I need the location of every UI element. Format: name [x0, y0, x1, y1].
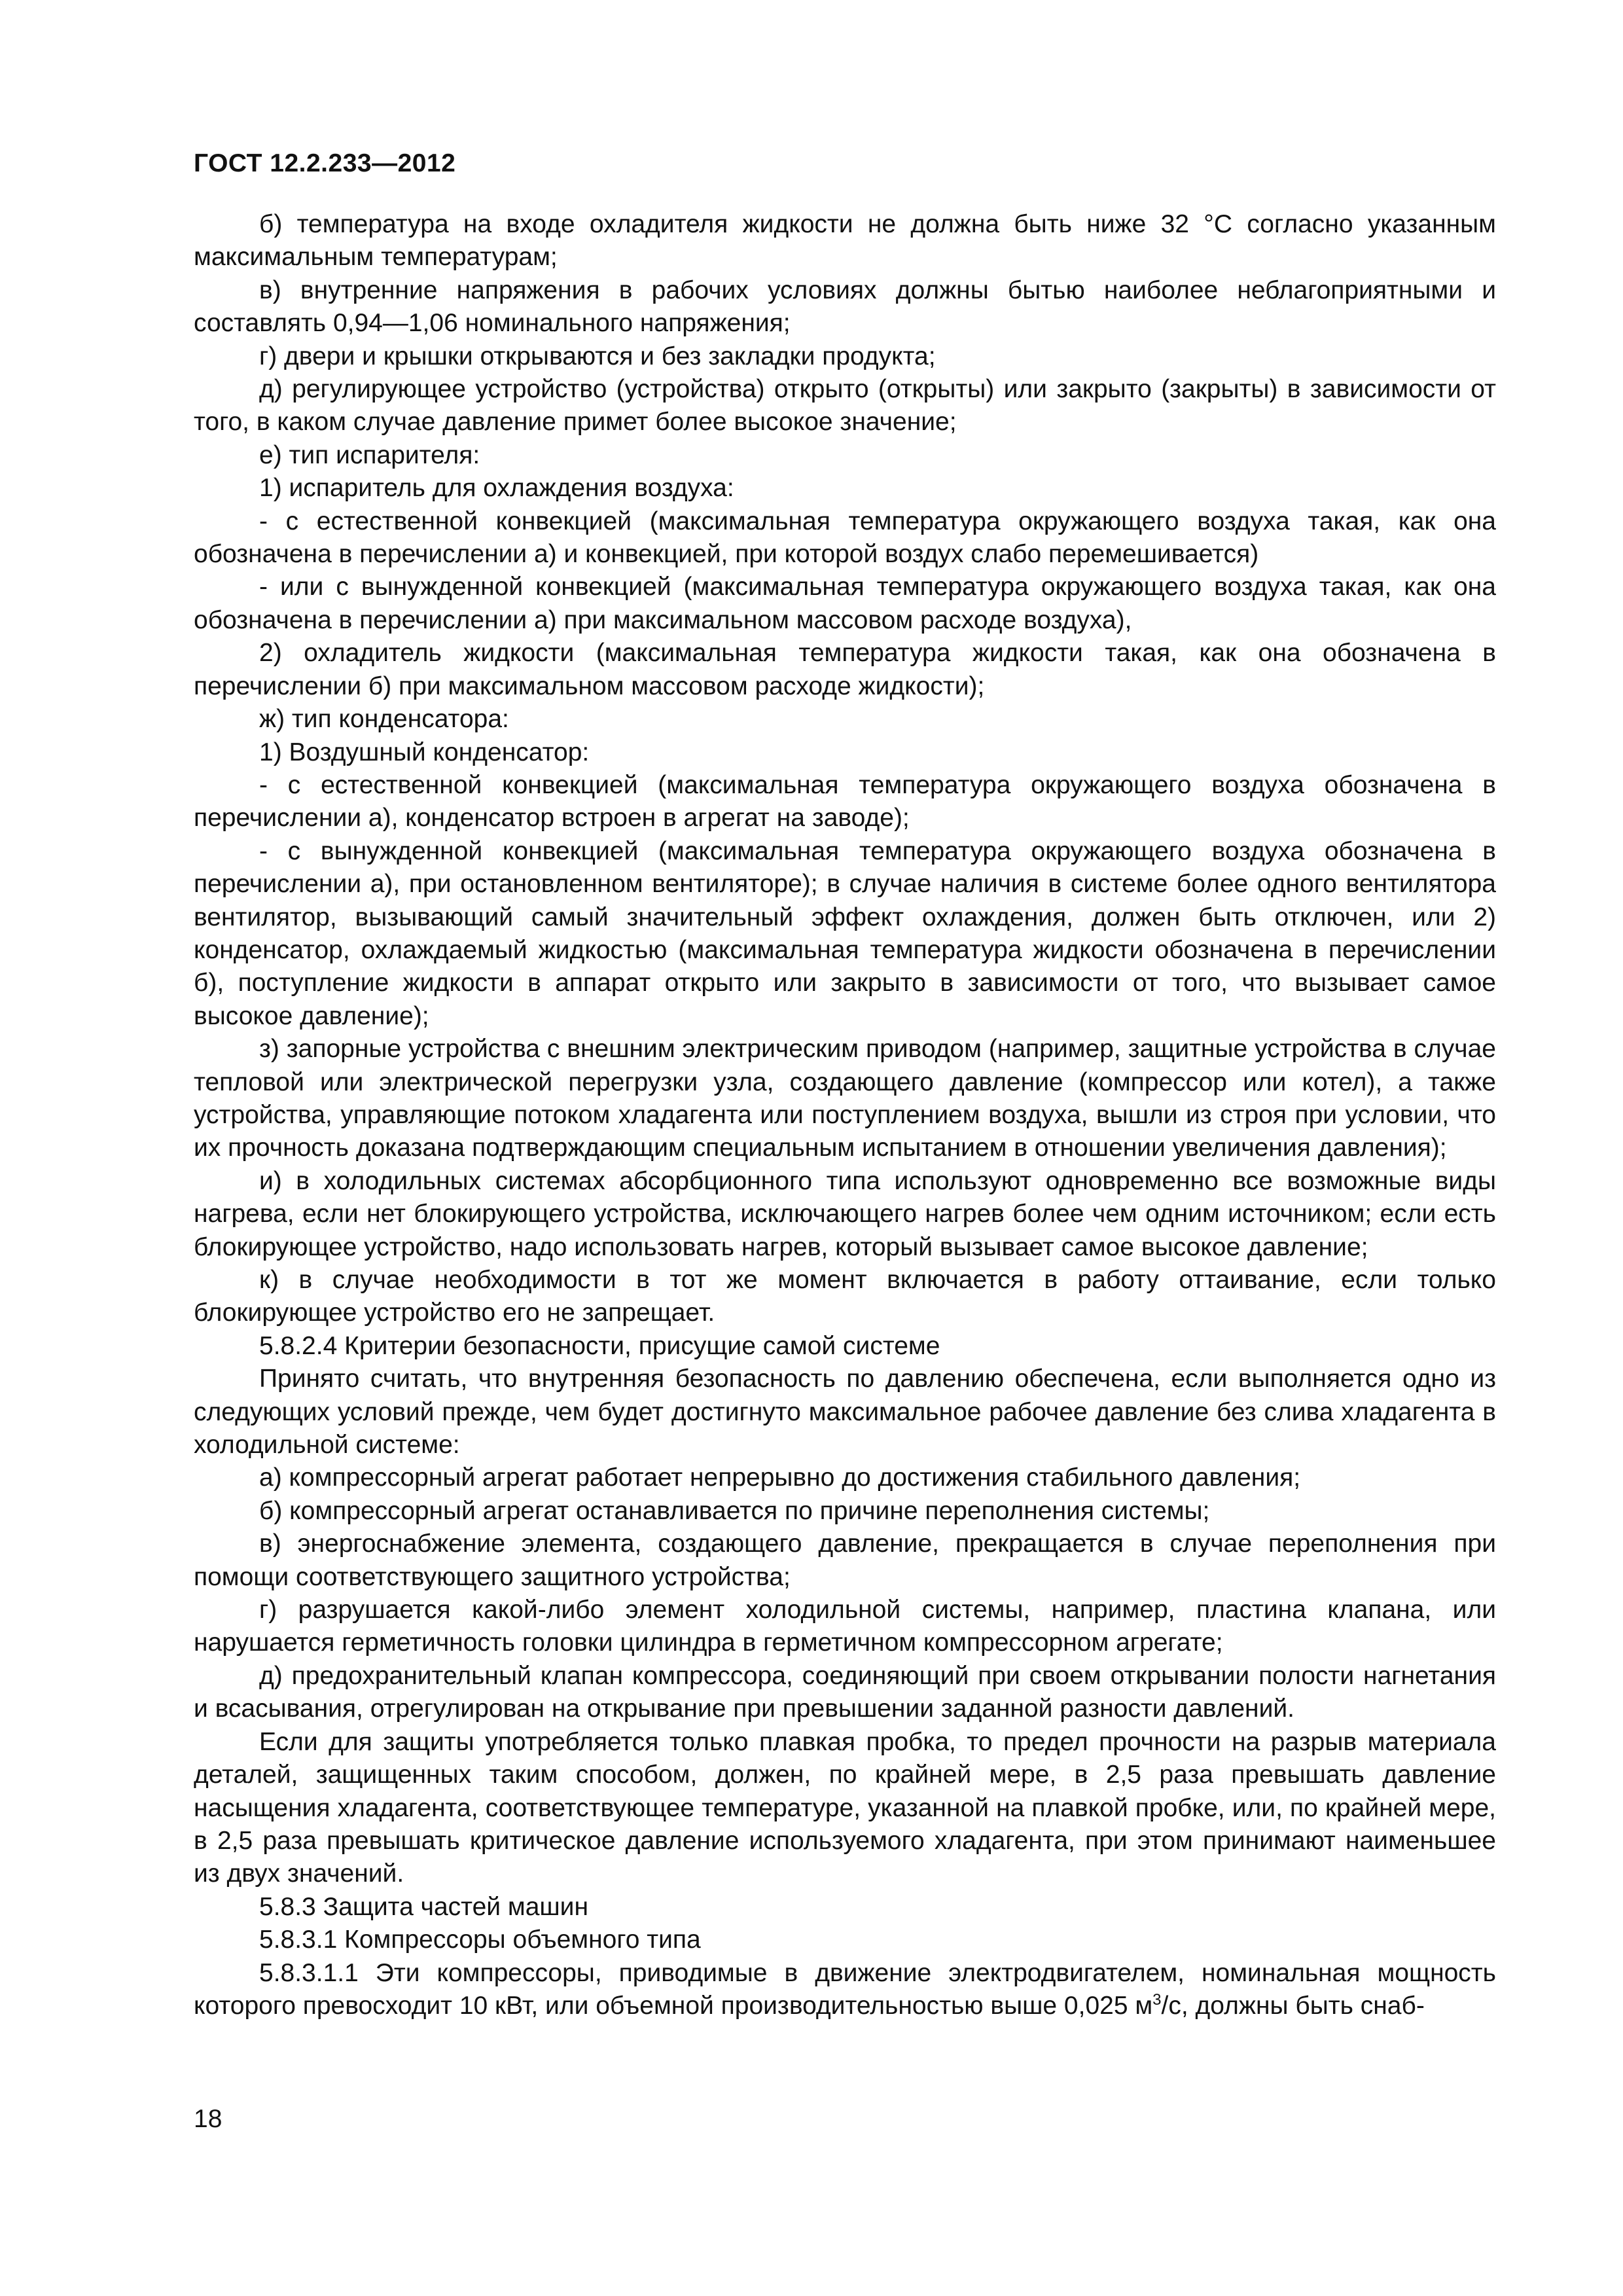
paragraph: б) компрессорный агрегат останавливается по причине переполнения системы;	[259, 1496, 1210, 1525]
section-heading: 5.8.3.1 Компрессоры объемного типа	[259, 1926, 701, 1954]
paragraph: ж) тип конденсатора:	[259, 705, 509, 734]
paragraph: к) в случае необходимости в тот же момент включается в работу оттаивание, если только блокирующее устройство его не запрещает.	[194, 1266, 1496, 1327]
superscript: 3	[1152, 1990, 1162, 2009]
paragraph-with-superscript	[194, 1957, 1496, 2023]
paragraph: - или с вынужденной конвекцией (максимальная температура окружающего воздуха такая, как она обозначена в перечислении а) при максимальном массовом расходе воздуха),	[194, 573, 1496, 634]
paragraph-text: 5.8.3.1.1 Эти компрессоры, приводимые в движение электродвигателем, номинальная мощность которого превосходит 10 кВт, или объемной производительностью выше 0,025 м	[194, 1958, 1496, 2020]
paragraph: г) разрушается какой-либо элемент холодильной системы, например, пластина клапана, или нарушается герметичность головки цилиндра в герметичном компрессорном агрегате;	[194, 1596, 1496, 1657]
paragraph: з) запорные устройства с внешним электрическим приводом (например, защитные устройства в случае тепловой или электрической перегрузки узла, создающего давление (компрессор или котел), а также устройства, управляющие потоком хладагента или поступлением воздуха, вышли из строя при условии, что их прочность доказана подтверждающим специальным испытанием в отношении увеличения давления);	[194, 1035, 1496, 1162]
paragraph: д) предохранительный клапан компрессора, соединяющий при своем открывании полости нагнетания и всасывания, отрегулирован на открывание при превышении заданной разности давлений.	[194, 1661, 1496, 1723]
paragraph: в) энергоснабжение элемента, создающего давление, прекращается в случае переполнения при помощи соответствующего защитного устройства;	[194, 1530, 1496, 1591]
document-body	[194, 208, 1496, 2022]
paragraph: е) тип испарителя:	[259, 440, 480, 469]
section-heading: 5.8.2.4 Критерии безопасности, присущие самой системе	[259, 1331, 940, 1360]
paragraph-text: /с, должны быть снаб-	[1161, 1991, 1425, 2020]
paragraph: б) температура на входе охладителя жидкости не должна быть ниже 32 °С согласно указанным максимальным температурам;	[194, 210, 1496, 272]
paragraph: 1) испаритель для охлаждения воздуха:	[259, 474, 734, 503]
section-heading: 5.8.3 Защита частей машин	[259, 1892, 589, 1921]
document-header: ГОСТ 12.2.233—2012	[194, 149, 456, 177]
paragraph: д) регулирующее устройство (устройства) открыто (открыты) или закрыто (закрыты) в зависимости от того, в каком случае давление примет более высокое значение;	[194, 375, 1496, 437]
paragraph: а) компрессорный агрегат работает непрерывно до достижения стабильного давления;	[259, 1463, 1301, 1492]
paragraph: и) в холодильных системах абсорбционного типа используют одновременно все возможные виды нагрева, если нет блокирующего устройства, исключающего нагрев более чем одним источником; если есть блокирующее устройство, надо использовать нагрев, который вызывает самое высокое давление;	[194, 1166, 1496, 1261]
paragraph: 1) Воздушный конденсатор:	[259, 738, 590, 766]
paragraph: Принято считать, что внутренняя безопасность по давлению обеспечена, если выполняется одно из следующих условий прежде, чем будет достигнуто максимальное рабочее давление без слива хладагента в холодильной системе:	[194, 1365, 1496, 1460]
paragraph: - с естественной конвекцией (максимальная температура окружающего воздуха обозначена в перечислении а), конденсатор встроен в агрегат на заводе);	[194, 770, 1496, 833]
paragraph: Если для защиты употребляется только плавкая пробка, то предел прочности на разрыв материала деталей, защищенных таким способом, должен, по крайней мере, в 2,5 раза превышать давление насыщения хладагента, соответствующее температуре, указанной на плавкой пробке, или, по крайней мере, в 2,5 раза превышать критическое давление используемого хладагента, при этом принимают наименьшее из двух значений.	[194, 1727, 1496, 1888]
paragraph: г) двери и крышки открываются и без закладки продукта;	[259, 342, 936, 370]
paragraph: - с естественной конвекцией (максимальная температура окружающего воздуха такая, как она обозначена в перечислении а) и конвекцией, при которой воздух слабо перемешивается)	[194, 507, 1496, 569]
paragraph: 2) охладитель жидкости (максимальная температура жидкости такая, как она обозначена в перечислении б) при максимальном массовом расходе жидкости);	[194, 639, 1496, 700]
paragraph: в) внутренние напряжения в рабочих условиях должны бытью наиболее неблагоприятными и составлять 0,94—1,06 номинального напряжения;	[194, 276, 1496, 338]
paragraph: - с вынужденной конвекцией (максимальная температура окружающего воздуха обозначена в перечислении а), при остановленном вентиляторе); в случае наличия в системе более одного вентилятора вентилятор, вызывающий самый значительный эффект охлаждения, должен быть отключен, или 2) конденсатор, охлаждаемый жидкостью (максимальная температура жидкости обозначена в перечислении б), поступление жидкости в аппарат открыто или закрыто в зависимости от того, что вызывает самое высокое давление);	[194, 836, 1496, 1030]
page-number: 18	[194, 2105, 223, 2133]
